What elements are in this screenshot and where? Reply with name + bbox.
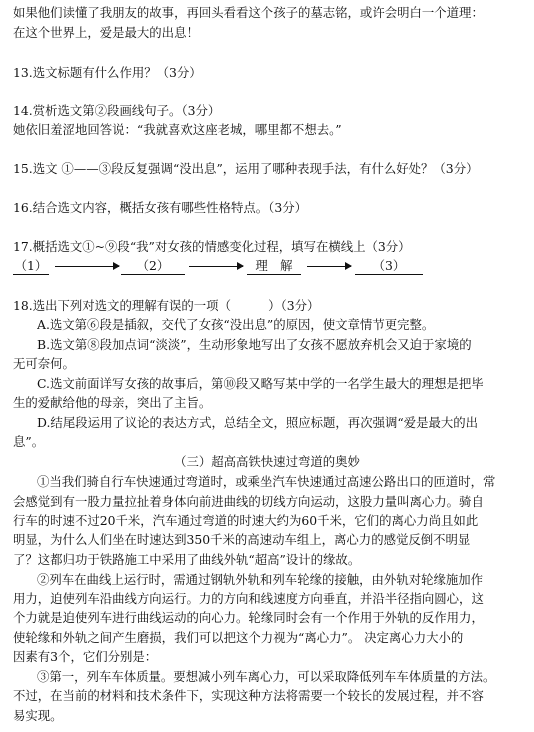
question-13: 13.选文标题有什么作用？（3分） bbox=[13, 65, 202, 80]
option-d-cont: 息”。 bbox=[13, 434, 45, 449]
arrow-right-icon bbox=[189, 266, 243, 267]
paragraph-1-line: 行车的时速不过20千米，汽车通过弯道的时速大约为60千米，它们的离心力尚且如此 bbox=[13, 513, 479, 528]
paragraph-2-line: 个力就是迫使列车进行曲线运动的向心力。轮缘同时会有一个作用于外轨的反作用力， bbox=[13, 610, 484, 625]
arrow-right-icon bbox=[307, 266, 351, 267]
paragraph-3-line: ③第一，列车车体质量。要想减小列车离心力，可以采取降低列车车体质量的方法。 bbox=[37, 669, 496, 684]
answer-blank-3[interactable]: （3） bbox=[355, 258, 423, 275]
paragraph-2-line: 使轮缘和外轨之间产生磨损，我们可以把这个力视为“离心力”。 决定离心力大小的 bbox=[13, 630, 464, 645]
answer-blank-1[interactable]: （1） bbox=[14, 258, 48, 273]
paragraph-1-line: 明显，为什么人们坐在时速达到350千米的高速动车组上，离心力的感觉反倒不明显 bbox=[13, 532, 471, 547]
option-c: C.选文前面详写女孩的故事后，第⑩段又略写某中学的一名学生最大的理想是把毕 bbox=[37, 376, 484, 391]
question-14: 14.赏析选文第②段画线句子。（3分） bbox=[13, 103, 221, 118]
paragraph-3-line: 易实现。 bbox=[13, 708, 63, 723]
paragraph-2-line: ②列车在曲线上运行时，需通过钢轨外轨和列车轮缘的接触，由外轨对轮缘施加作 bbox=[37, 572, 484, 587]
option-b-cont: 无可奈何。 bbox=[13, 356, 75, 371]
intro-line-2: 在这个世界上，爱是最大的出息！ bbox=[13, 25, 199, 40]
option-a: A.选文第⑥段是插叙，交代了女孩“没出息”的原因，使文章情节更完整。 bbox=[37, 317, 435, 332]
question-18: 18.选出下列对选文的理解有误的一项（ ）（3分） bbox=[13, 298, 320, 313]
chain-understanding-label: 理 解 bbox=[247, 258, 301, 275]
question-17: 17.概括选文①~⑨段“我”对女孩的情感变化过程，填写在横线上（3分） bbox=[13, 239, 411, 254]
paragraph-3-line: 不过，在当前的材料和技术条件下，实现这种方法将需要一个较长的发展过程，并不容 bbox=[13, 688, 484, 703]
question-16: 16.结合选文内容，概括女孩有哪些性格特点。（3分） bbox=[13, 200, 307, 215]
option-d: D.结尾段运用了议论的表达方式，总结全文，照应标题，再次强调“爱是最大的出 bbox=[37, 415, 479, 430]
question-14-quote: 她依旧羞涩地回答说：“我就喜欢这座老城，哪里都不想去。” bbox=[13, 122, 342, 137]
arrow-right-icon bbox=[55, 266, 119, 267]
paragraph-2-line: 因素有3个，它们分别是： bbox=[13, 649, 158, 664]
answer-blank-2[interactable]: （2） bbox=[121, 258, 185, 275]
section-title: （三）超高高铁快速过弯道的奥妙 bbox=[174, 454, 360, 469]
question-15: 15.选文 ①——③段反复强调“没出息”，运用了哪种表现手法，有什么好处？（3分） bbox=[13, 161, 479, 176]
intro-line-1: 如果他们读懂了我朋友的故事，再回头看看这个孩子的墓志铭，或许会明白一个道理： bbox=[13, 5, 484, 20]
paragraph-1-line: 了？这都归功于铁路施工中采用了曲线外轨“超高”设计的缘故。 bbox=[13, 552, 361, 567]
paragraph-1-line: 会感觉到有一股力量拉扯着身体向前进曲线的切线方向运动，这股力量叫离心力。骑自 bbox=[13, 494, 484, 509]
option-c-cont: 生的爱献给他的母亲，突出了主旨。 bbox=[13, 395, 212, 410]
emotion-chain bbox=[13, 258, 433, 276]
paragraph-1-line: ①当我们骑自行车快速通过弯道时，或乘坐汽车快速通过高速公路出口的匝道时，常 bbox=[37, 474, 496, 489]
option-b: B.选文第⑧段加点词“淡淡”，生动形象地写出了女孩不愿放弃机会又迫于家境的 bbox=[37, 337, 472, 352]
paragraph-2-line: 用力，迫使列车沿曲线方向运行。力的方向和线速度方向垂直，并沿半径指向圆心，这 bbox=[13, 591, 484, 606]
